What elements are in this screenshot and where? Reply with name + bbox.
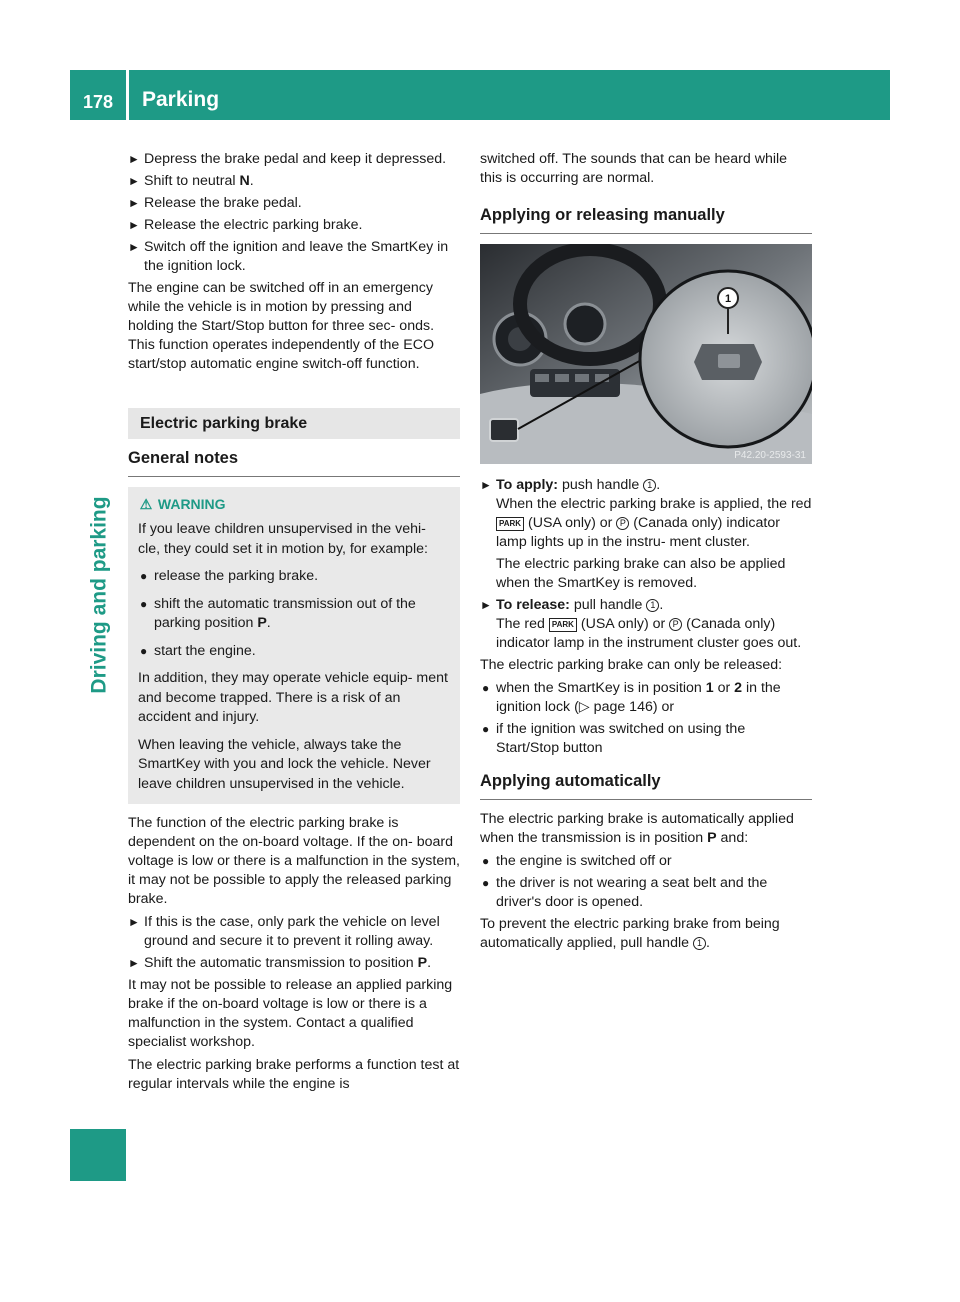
canada-parking-lamp-icon: P <box>616 517 629 530</box>
subheading: Applying or releasing manually <box>480 206 812 234</box>
list-item: ● if the ignition was switched on using the Start/Stop button <box>482 721 746 756</box>
paragraph: The engine can be switched off in an emergency while the vehicle is in motion by pressing and holding the Start/Stop button for three sec- onds. This function operates independently of the ECO start/stop automatic engine switch-off function. <box>128 280 435 372</box>
arrow-icon: ► <box>128 196 140 210</box>
side-tab <box>84 430 114 760</box>
warning-text: When leaving the vehicle, always take the SmartKey with you and lock the vehicle. Never leave children unsupervised in the vehicle. <box>138 736 431 792</box>
instruction-step: ► Depress the brake pedal and keep it depressed. <box>128 151 447 167</box>
list-item: ● the driver is not wearing a seat belt and the driver's door is opened. <box>482 875 768 910</box>
paragraph: The electric parking brake performs a function test at regular intervals while the engine is <box>128 1057 460 1092</box>
paragraph: To prevent the electric parking brake from being automatically applied, pull handle 1 . <box>480 916 780 951</box>
header-separator <box>126 70 129 120</box>
bullet-icon: ● <box>140 569 148 583</box>
right-column <box>480 150 812 957</box>
warning-icon: ⚠ <box>139 496 153 512</box>
page-title: Parking <box>142 88 220 111</box>
bullet-icon: ● <box>482 722 490 736</box>
paragraph: The electric parking brake can also be applied when the SmartKey is removed. <box>496 556 786 591</box>
arrow-icon: ► <box>480 478 492 492</box>
instruction-step: ► Switch off the ignition and leave the SmartKey in the ignition lock. <box>128 239 449 274</box>
paragraph: The electric parking brake is automatically applied when the transmission is in position P and: <box>480 811 794 846</box>
header-bar <box>70 70 890 120</box>
instruction-step: ► Shift the automatic transmission to position P. <box>128 955 432 971</box>
bullet-icon: ● <box>140 596 148 611</box>
subheading: General notes <box>128 449 460 477</box>
warning-title: ⚠ WARNING <box>139 496 226 512</box>
arrow-icon: ► <box>128 152 140 166</box>
instruction-step: ► Release the brake pedal. <box>128 195 302 211</box>
instruction-step: ► If this is the case, only park the vehicle on level ground and secure it to prevent it rolling away. <box>128 914 440 949</box>
instruction-step: ► Shift to neutral N. <box>128 173 254 189</box>
instruction-step: ► Release the electric parking brake. <box>128 217 363 233</box>
warning-box <box>128 487 460 804</box>
dashboard-photo <box>480 244 812 464</box>
arrow-icon: ► <box>128 915 140 929</box>
arrow-icon: ► <box>128 218 140 232</box>
photo-callout: 1 <box>724 293 732 305</box>
subheading: Applying automatically <box>480 772 812 800</box>
bullet-icon: ● <box>482 876 490 890</box>
arrow-icon: ► <box>128 174 140 188</box>
paragraph: The function of the electric parking brake is dependent on the on-board voltage. If the on- board voltage is low or there is a malfunction in the system, it may not be possible to apply the released parking brake. <box>128 815 460 907</box>
paragraph: It may not be possible to release an applied parking brake if the on-board voltage is low or there is a malfunction in the system. Contact a qualified specialist workshop. <box>128 977 453 1050</box>
side-tab-label: Driving and parking <box>87 496 111 694</box>
dashboard-illustration <box>480 244 812 464</box>
callout-1-icon: 1 <box>693 937 706 950</box>
list-item: ● when the SmartKey is in position 1 or 2 in the ignition lock (▷ page 146) or <box>482 680 781 715</box>
park-lamp-icon: PARK <box>549 618 577 632</box>
page-reference-arrow-icon: ▷ <box>578 699 590 715</box>
bullet-icon: ● <box>482 681 490 695</box>
callout-1-icon: 1 <box>646 599 659 612</box>
paragraph: switched off. The sounds that can be heard while this is occurring are normal. <box>480 151 788 186</box>
bullet-icon: ● <box>140 643 148 658</box>
list-item: ● start the engine. <box>138 642 450 662</box>
instruction-step: ► To release: pull handle 1 . The red PARK (USA only) or P (Canada only) indicator lamp in the instrument cluster goes out. <box>480 597 802 651</box>
photo-code: P42.20-2593-31 <box>734 450 806 461</box>
paragraph: The electric parking brake can only be released: <box>480 657 783 673</box>
list-item: ● the engine is switched off or <box>482 853 672 869</box>
side-tab-marker <box>70 1129 126 1181</box>
canada-parking-lamp-icon: P <box>669 618 682 631</box>
arrow-icon: ► <box>480 598 492 612</box>
warning-text: If you leave children unsupervised in the vehi- cle, they could set it in motion by, for example: <box>138 521 428 557</box>
instruction-list-1 <box>128 150 460 276</box>
park-lamp-icon: PARK <box>496 517 524 531</box>
page-reference-link[interactable]: page 146) or <box>589 699 675 715</box>
list-item: ● shift the automatic transmission out of the parking position P. <box>140 595 416 631</box>
bullet-icon: ● <box>482 854 490 868</box>
warning-text: In addition, they may operate vehicle equip- ment and become trapped. There is a risk of an accident and injury. <box>138 670 448 725</box>
arrow-icon: ► <box>128 240 140 254</box>
list-item: ● release the parking brake. <box>138 567 450 587</box>
section-heading: Electric parking brake <box>128 408 460 439</box>
callout-1-icon: 1 <box>643 479 656 492</box>
left-column <box>128 150 460 1098</box>
page-number: 178 <box>82 92 114 112</box>
instruction-step: ► To apply: push handle 1 . When the electric parking brake is applied, the red PARK (USA only) or P (Canada only) indicator lamp lights up in the instru- ment cluster. <box>480 477 812 550</box>
arrow-icon: ► <box>128 956 140 970</box>
